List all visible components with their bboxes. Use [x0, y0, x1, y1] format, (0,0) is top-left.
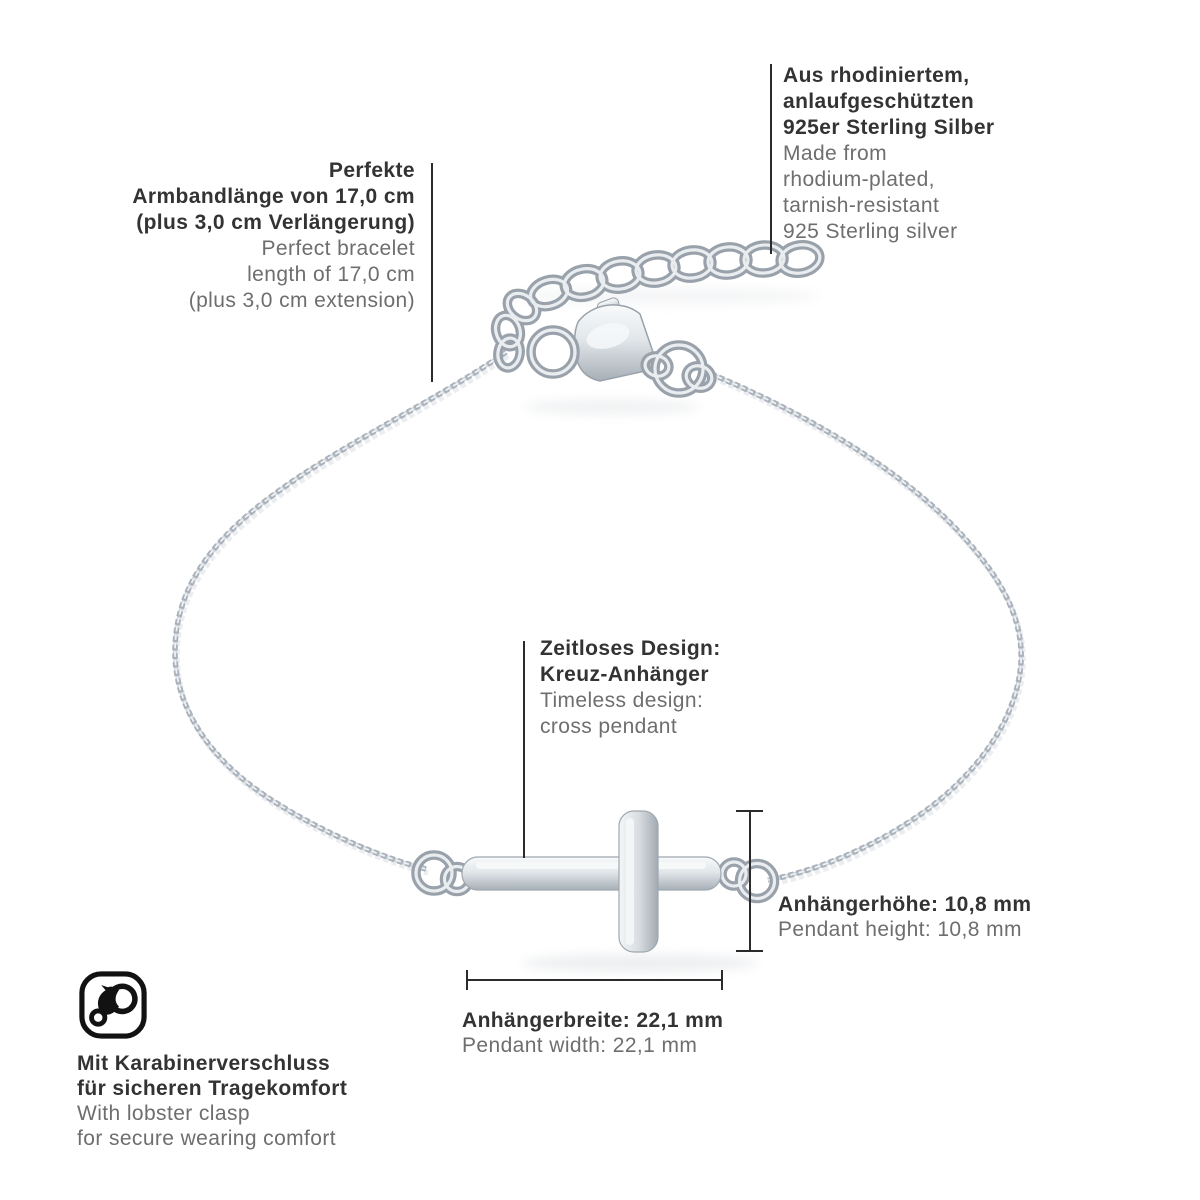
design-en-line2: cross pendant — [540, 715, 678, 738]
thin-chain-right — [711, 374, 1023, 884]
thin-chain-left — [175, 352, 508, 873]
length-en-line1: Perfect bracelet — [261, 237, 415, 260]
annotation-design — [540, 636, 721, 740]
extension-chain — [492, 242, 822, 370]
width-bracket-cap-left — [466, 970, 468, 990]
annotation-clasp — [77, 1051, 347, 1151]
width-bracket-line — [466, 979, 723, 981]
callout-line-length — [431, 163, 433, 382]
length-en-line3: (plus 3,0 cm extension) — [188, 289, 415, 312]
length-de-line1: Perfekte — [328, 159, 415, 182]
height-bracket-cap-top — [736, 810, 763, 812]
design-de-line1: Zeitloses Design: — [540, 637, 721, 660]
cross-pendant — [462, 811, 721, 952]
length-de-line3: (plus 3,0 cm Verlängerung) — [136, 211, 415, 234]
height-bracket-cap-bottom — [736, 950, 763, 952]
pendant-height-en: Pendant height: 10,8 mm — [778, 918, 1022, 941]
material-en-line2: rhodium-plated, — [783, 168, 935, 191]
clasp-de-line1: Mit Karabinerverschluss — [77, 1052, 331, 1075]
design-de-line2: Kreuz-Anhänger — [540, 663, 709, 686]
material-en-line4: 925 Sterling silver — [783, 220, 958, 243]
pendant-width-en: Pendant width: 22,1 mm — [462, 1034, 698, 1057]
height-bracket-line — [749, 811, 751, 951]
material-en-line1: Made from — [783, 142, 887, 165]
callout-line-design — [523, 641, 525, 858]
material-en-line3: tarnish-resistant — [783, 194, 940, 217]
material-de-line3: 925er Sterling Silber — [783, 116, 995, 139]
annotation-material — [783, 63, 995, 245]
pendant-height-de: Anhängerhöhe: 10,8 mm — [778, 893, 1032, 916]
annotation-pendant-height — [778, 892, 1031, 942]
length-de-line2: Armbandlänge von 17,0 cm — [132, 185, 415, 208]
design-en-line1: Timeless design: — [540, 689, 704, 712]
pendant-width-de: Anhängerbreite: 22,1 mm — [462, 1009, 724, 1032]
clasp-en-line1: With lobster clasp — [77, 1102, 250, 1125]
clasp-de-line2: für sicheren Tragekomfort — [77, 1077, 348, 1100]
connector-rings — [416, 330, 775, 899]
annotation-pendant-width — [462, 1008, 723, 1058]
callout-line-material — [770, 64, 772, 254]
width-bracket-cap-right — [721, 970, 723, 990]
clasp-en-line2: for secure wearing comfort — [77, 1127, 336, 1150]
lobster-clasp-icon — [76, 968, 150, 1042]
material-de-line2: anlaufgeschützten — [783, 90, 975, 113]
material-de-line1: Aus rhodiniertem, — [783, 64, 970, 87]
annotation-bracelet-length — [132, 158, 415, 314]
length-en-line2: length of 17,0 cm — [247, 263, 415, 286]
